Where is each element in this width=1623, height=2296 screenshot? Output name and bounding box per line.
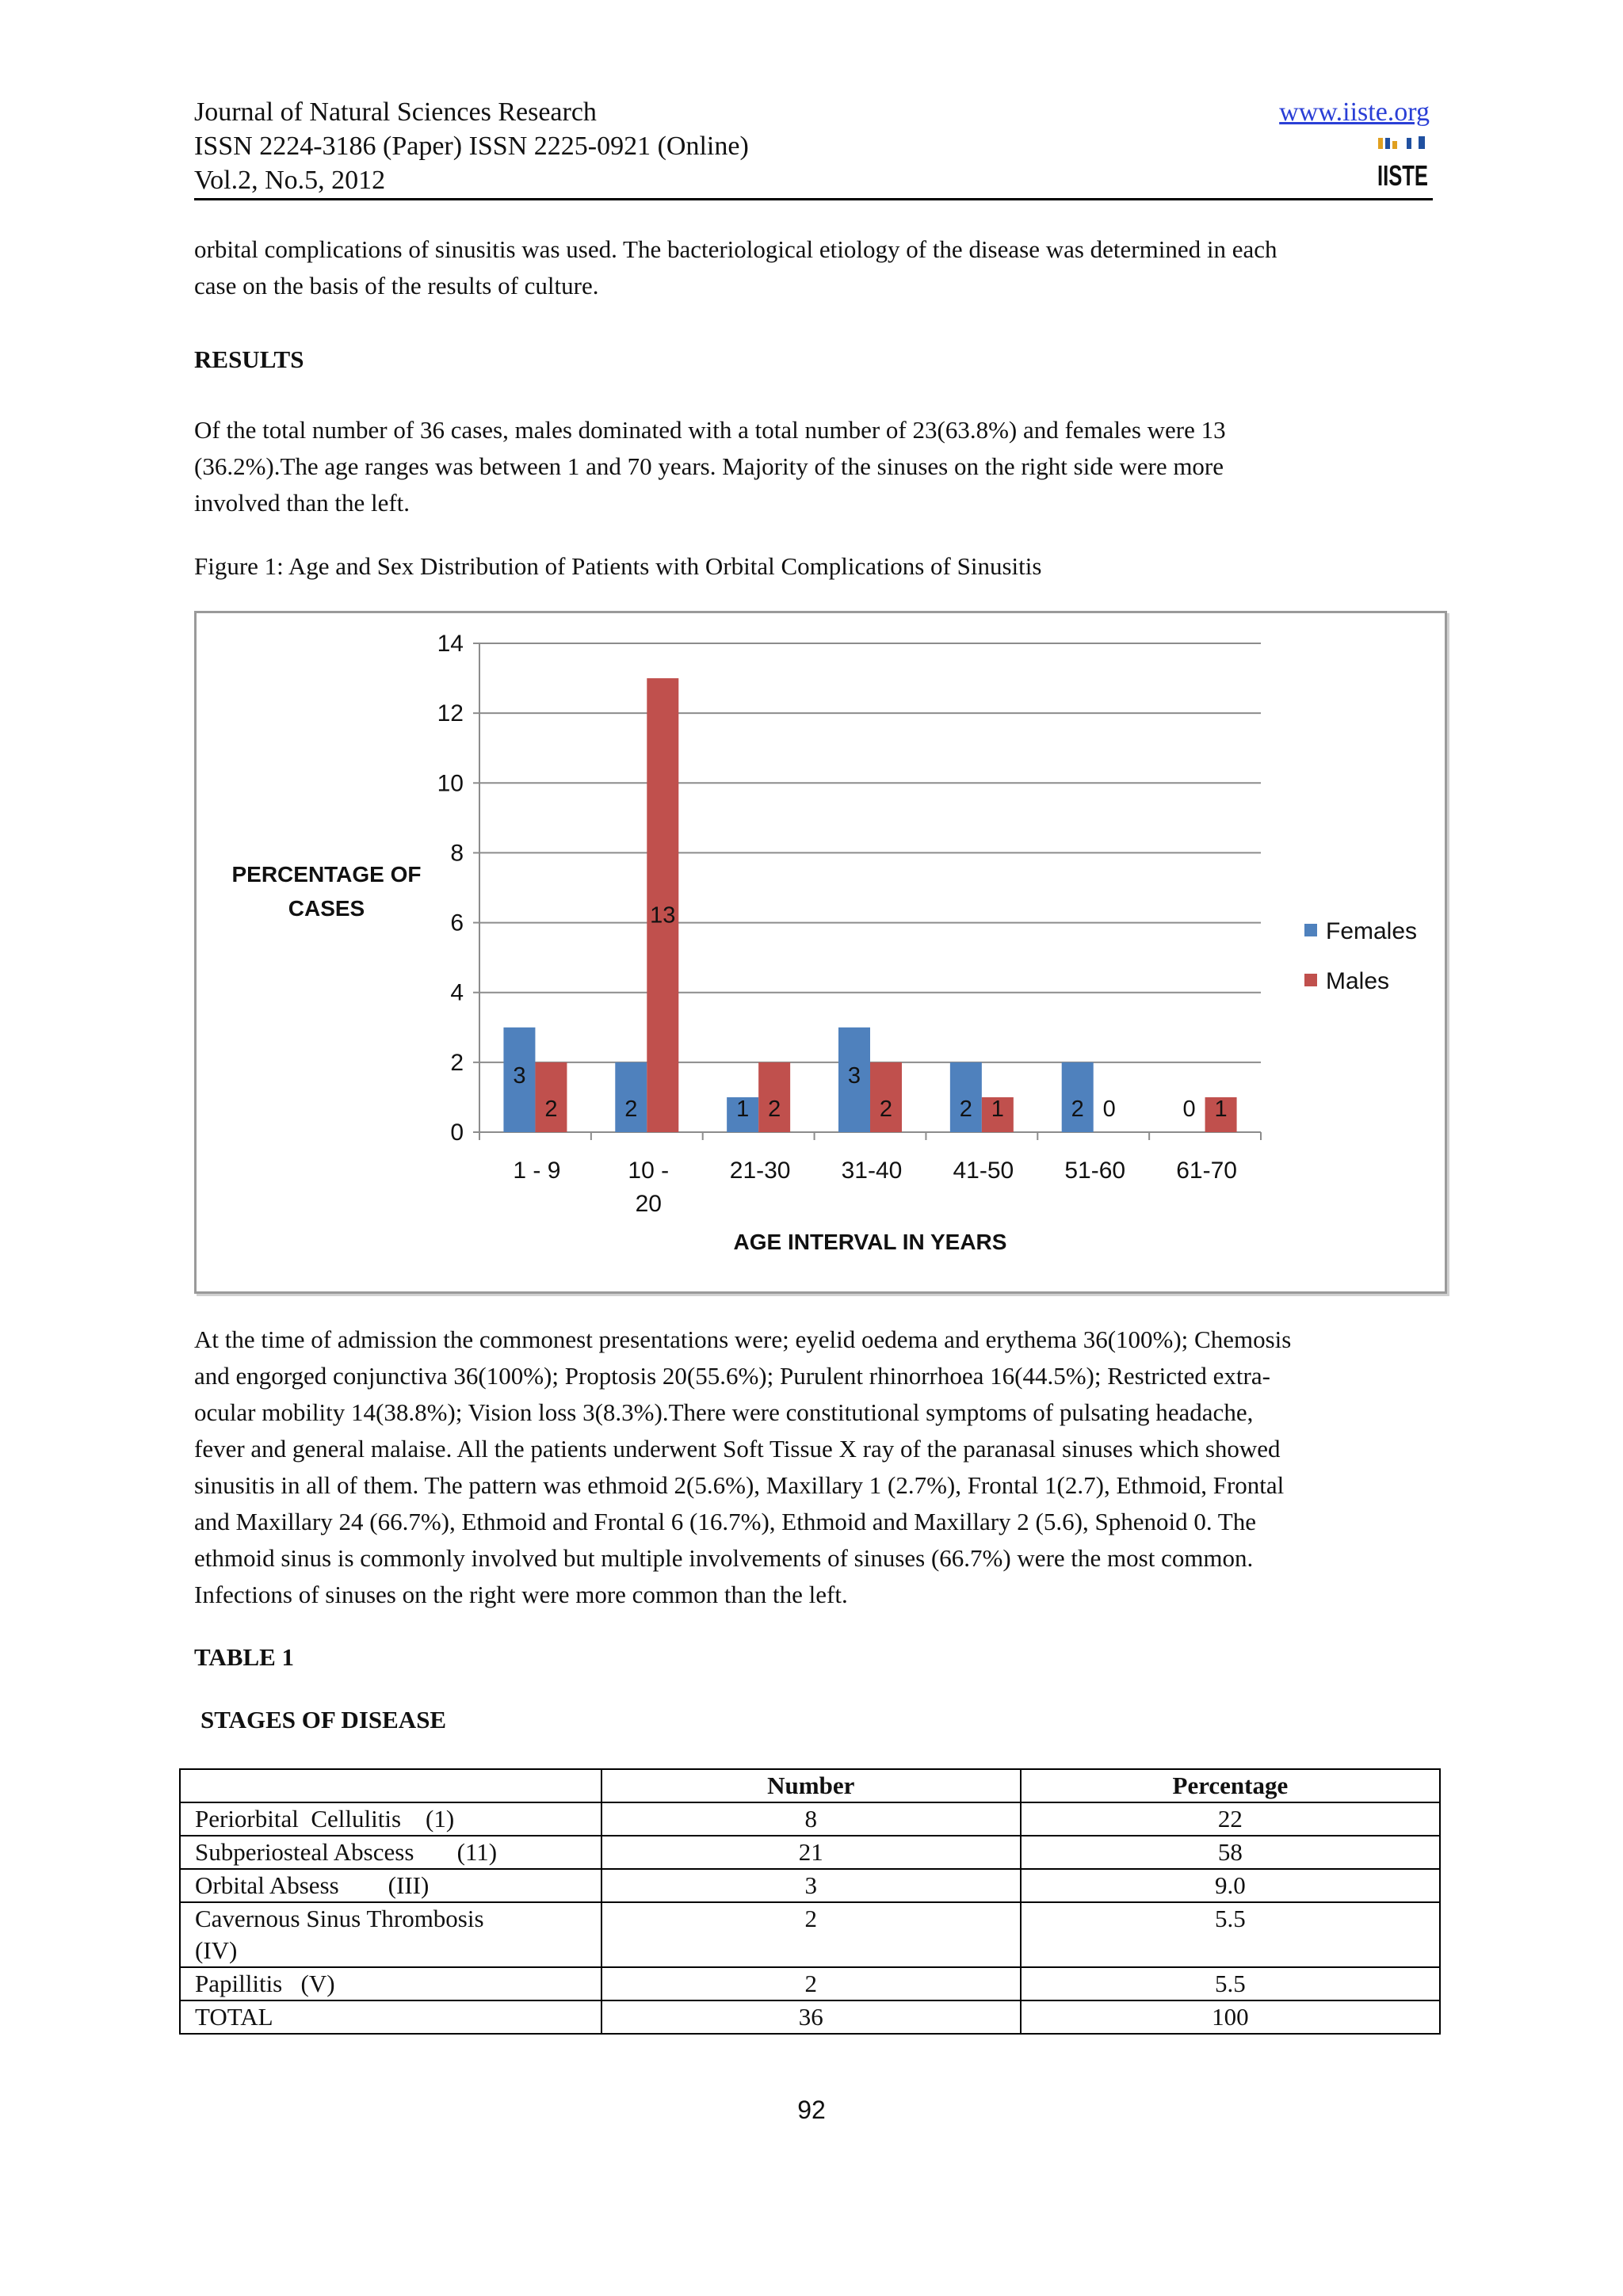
y-tick-label: 0: [450, 1119, 464, 1146]
data-label: 0: [1182, 1097, 1196, 1122]
stage-cell: Subperiosteal Abscess (11): [180, 1836, 601, 1869]
table-row: [180, 1836, 1440, 1869]
presentation-line: sinusitis in all of them. The pattern was ethmoid 2(5.6%), Maxillary 1 (2.7%), Frontal 1(2.7), Ethmoid, Frontal: [194, 1471, 1285, 1499]
number-cell: 36: [601, 2000, 1021, 2034]
y-tick-label: 12: [437, 700, 464, 727]
y-axis-label: PERCENTAGE OF: [231, 862, 422, 887]
percentage-cell: 22: [1021, 1802, 1440, 1836]
stage-cell: Papillitis (V): [180, 1967, 601, 2000]
percentage-cell: 5.5: [1021, 1967, 1440, 2000]
x-tick-label: 1 - 9: [513, 1158, 561, 1184]
header-stage: [180, 1769, 601, 1802]
svg-text:IISTE: IISTE: [1377, 159, 1428, 192]
legend-label: Males: [1326, 968, 1390, 994]
x-tick-label: 41-50: [953, 1158, 1014, 1184]
percentage-cell: 5.5: [1021, 1902, 1440, 1967]
issn-line: ISSN 2224-3186 (Paper) ISSN 2225-0921 (Online): [194, 132, 749, 161]
bar-chart: [197, 613, 1445, 1291]
presentation-line: Infections of sinuses on the right were more common than the left.: [194, 1581, 848, 1608]
data-label: 0: [1102, 1097, 1116, 1122]
number-cell: 3: [601, 1869, 1021, 1902]
data-label: 3: [847, 1062, 861, 1089]
y-tick-label: 6: [450, 910, 464, 936]
iiste-logo-graphic: [1375, 135, 1430, 192]
presentation-line: and Maxillary 24 (66.7%), Ethmoid and Frontal 6 (16.7%), Ethmoid and Maxillary 2 (5.6), Sphenoid 0. The: [194, 1508, 1256, 1535]
website-link[interactable]: www.iiste.org: [1279, 97, 1430, 127]
header-number: Number: [601, 1769, 1021, 1802]
intro-line-1: orbital complications of sinusitis was used. The bacteriological etiology of the disease was determined in each: [194, 235, 1277, 263]
y-tick-label: 10: [437, 770, 464, 797]
presentation-line: fever and general malaise. All the patients underwent Soft Tissue X ray of the paranasal sinuses which showed: [194, 1435, 1281, 1463]
table-row: [180, 1902, 1440, 1967]
number-cell: 2: [601, 1967, 1021, 2000]
journal-title: Journal of Natural Sciences Research: [194, 97, 597, 127]
stages-table: [179, 1768, 1441, 2035]
stage-cell: TOTAL: [180, 2000, 601, 2034]
presentation-line: ocular mobility 14(38.8%); Vision loss 3(8.3%).There were constitutional symptoms of pulsating headache,: [194, 1398, 1254, 1426]
table-header-row: [180, 1769, 1440, 1802]
x-tick-label: 51-60: [1064, 1158, 1126, 1184]
stage-cell: Periorbital Cellulitis (1): [180, 1802, 601, 1836]
table-row: [180, 1802, 1440, 1836]
percentage-cell: 58: [1021, 1836, 1440, 1869]
number-cell: 21: [601, 1836, 1021, 1869]
table-title: STAGES OF DISEASE: [200, 1706, 447, 1733]
data-label: 1: [736, 1097, 750, 1122]
iiste-logo: [1375, 135, 1430, 192]
data-label: 1: [991, 1097, 1004, 1122]
x-tick-label: 31-40: [841, 1158, 903, 1184]
intro-line-2: case on the basis of the results of culture.: [194, 272, 599, 299]
volume-line: Vol.2, No.5, 2012: [194, 166, 386, 195]
data-label: 2: [624, 1097, 638, 1122]
presentations-paragraph: [194, 1322, 1433, 1613]
x-tick-label: 21-30: [729, 1158, 791, 1184]
data-label: 3: [513, 1062, 526, 1089]
y-tick-label: 8: [450, 840, 464, 867]
y-tick-label: 14: [437, 631, 464, 657]
x-tick-label: 10 -: [628, 1158, 670, 1184]
figure-caption: Figure 1: Age and Sex Distribution of Patients with Orbital Complications of Sinusitis: [194, 552, 1042, 580]
stage-cell-line: (IV): [195, 1936, 238, 1964]
table-row: [180, 1967, 1440, 2000]
results-heading: RESULTS: [194, 345, 304, 373]
results-line-2: (36.2%).The age ranges was between 1 and 70 years. Majority of the sinuses on the right side were more: [194, 452, 1224, 480]
stage-cell: Orbital Absess (III): [180, 1869, 601, 1902]
number-cell: 8: [601, 1802, 1021, 1836]
stage-cell: [180, 1902, 601, 1967]
results-line-3: involved than the left.: [194, 489, 411, 517]
figure-chart: [194, 611, 1447, 1294]
data-label: 13: [650, 902, 676, 929]
data-label: 2: [544, 1097, 558, 1122]
number-cell: 2: [601, 1902, 1021, 1967]
header-percentage: Percentage: [1021, 1769, 1440, 1802]
presentation-line: and engorged conjunctiva 36(100%); Proptosis 20(55.6%); Purulent rhinorrhoea 16(44.5%); Restricted extra-: [194, 1362, 1270, 1390]
percentage-cell: 9.0: [1021, 1869, 1440, 1902]
x-axis-label: AGE INTERVAL IN YEARS: [733, 1230, 1007, 1254]
data-label: 2: [1071, 1097, 1084, 1122]
stage-cell-line: Cavernous Sinus Thrombosis: [195, 1905, 484, 1932]
legend-swatch-females: [1304, 924, 1317, 936]
y-tick-label: 4: [450, 979, 464, 1006]
presentation-line: ethmoid sinus is commonly involved but multiple involvements of sinuses (66.7%) were the most common.: [194, 1544, 1254, 1572]
data-label: 1: [1214, 1097, 1228, 1122]
table-row: [180, 2000, 1440, 2034]
legend-swatch-males: [1304, 974, 1317, 986]
legend-label: Females: [1326, 918, 1418, 944]
percentage-cell: 100: [1021, 2000, 1440, 2034]
data-label: 2: [959, 1097, 972, 1122]
data-label: 2: [879, 1097, 893, 1122]
y-axis-label: CASES: [288, 896, 365, 921]
x-tick-label: 20: [635, 1191, 662, 1217]
results-line-1: Of the total number of 36 cases, males dominated with a total number of 23(63.8%) and females were 13: [194, 416, 1226, 444]
page-number: 92: [797, 2096, 826, 2124]
presentation-line: At the time of admission the commonest presentations were; eyelid oedema and erythema 36(100%); Chemosis: [194, 1325, 1292, 1353]
table-row: [180, 1869, 1440, 1902]
data-label: 2: [768, 1097, 781, 1122]
y-tick-label: 2: [450, 1049, 464, 1076]
x-tick-label: 61-70: [1176, 1158, 1237, 1184]
table-label: TABLE 1: [194, 1643, 295, 1671]
header-rule: [194, 198, 1433, 200]
